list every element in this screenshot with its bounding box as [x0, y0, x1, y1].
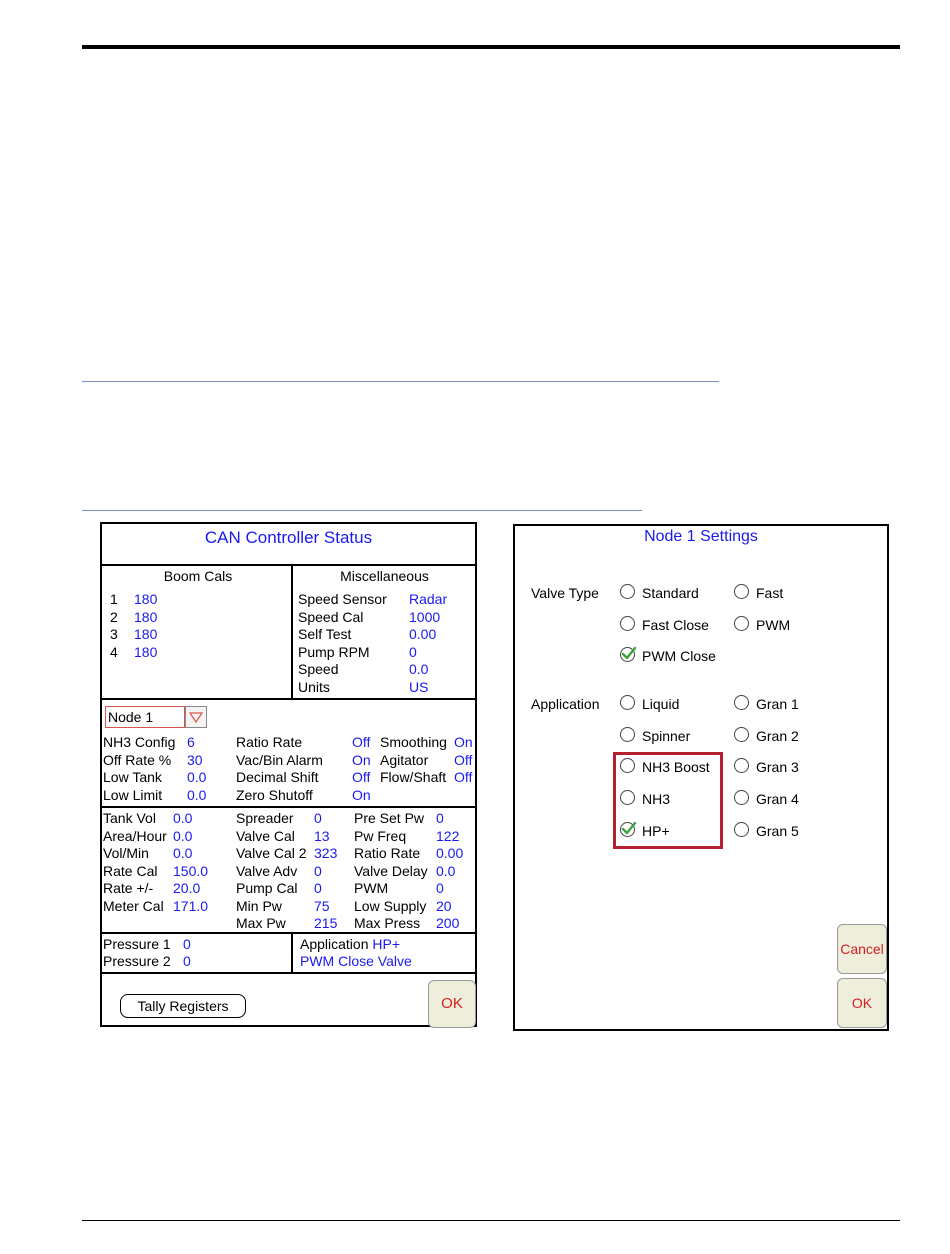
calibration-row: [354, 810, 444, 827]
misc-row: [298, 643, 417, 661]
radio-label: Gran 2: [756, 727, 799, 744]
node-dropdown-value: Node 1: [105, 706, 185, 728]
node-config-row-label: Low Limit: [103, 786, 163, 803]
radio-label: Gran 5: [756, 822, 799, 839]
radio-unchecked-icon[interactable]: [734, 727, 749, 742]
valve-type-value: PWM Close Valve: [300, 953, 412, 969]
calibration-row-value: 75: [314, 897, 330, 914]
misc-row: [298, 626, 437, 643]
radio-gran-3[interactable]: [734, 758, 799, 776]
calibration-row-label: Max Pw: [236, 915, 286, 931]
radio-gran-2[interactable]: [734, 727, 799, 745]
calibration-row-value: 150.0: [173, 862, 209, 879]
misc-header: Miscellaneous: [340, 568, 429, 584]
radio-label: Gran 4: [756, 791, 799, 808]
calibration-row-value: 20.0: [173, 880, 201, 896]
node-config-row-label: NH3 Config: [103, 734, 176, 750]
divider: [291, 932, 293, 972]
pressure-row-label: Pressure 1: [103, 936, 171, 952]
divider: [102, 806, 475, 808]
radio-standard[interactable]: [620, 584, 699, 602]
highlight-box: [613, 752, 723, 849]
node-config-row: [236, 751, 371, 769]
radio-label: Liquid: [642, 696, 680, 712]
radio-label: PWM Close: [642, 648, 716, 664]
calibration-row: [354, 862, 456, 880]
valve-type-label: Valve Type: [531, 585, 599, 601]
node-config-row-value: On: [454, 734, 473, 750]
node-config-row: [236, 734, 371, 751]
calibration-row: [236, 827, 330, 845]
boom-cal-row-value: 180: [134, 643, 158, 660]
node-config-row-value: Off: [454, 751, 473, 768]
pressure-row-value: 0: [183, 936, 191, 952]
calibration-row-label: Valve Cal 2: [236, 845, 307, 861]
calibration-row-label: Min Pw: [236, 897, 282, 914]
node-config-row-label: Ratio Rate: [236, 734, 303, 750]
calibration-row-value: 122: [436, 827, 460, 844]
application-label: Application: [300, 936, 369, 952]
pressure-row: [103, 936, 191, 953]
calibration-row-label: Spreader: [236, 810, 294, 826]
node-config-row: [103, 751, 203, 769]
radio-unchecked-icon[interactable]: [620, 695, 635, 710]
boom-cal-row-label: 1: [110, 591, 118, 607]
window-title: Node 1 Settings: [644, 528, 758, 545]
calibration-row: [354, 845, 464, 862]
calibration-row-value: 0.00: [436, 845, 464, 861]
calibration-row: [236, 897, 330, 915]
calibration-row-value: 0.0: [173, 810, 193, 826]
node-config-row-value: Off: [454, 769, 473, 785]
node-config-row: [380, 734, 473, 751]
radio-label: NH3: [642, 791, 671, 808]
pressure-row-value: 0: [183, 953, 191, 969]
misc-row-value: 0.00: [409, 626, 437, 642]
node-config-row-label: Agitator: [380, 751, 429, 768]
calibration-row-value: 200: [436, 915, 460, 931]
calibration-row-value: 171.0: [173, 897, 209, 914]
calibration-row-value: 0: [314, 810, 322, 826]
radio-unchecked-icon[interactable]: [620, 584, 635, 599]
calibration-row-label: Pump Cal: [236, 880, 298, 896]
calibration-row-label: Rate +/-: [103, 880, 154, 896]
calibration-row: [354, 897, 452, 915]
calibration-row-value: 0.0: [173, 827, 193, 844]
calibration-row-value: 0: [436, 810, 444, 826]
misc-row: [298, 591, 448, 608]
calibration-row-label: Ratio Rate: [354, 845, 421, 861]
divider: [291, 564, 293, 698]
misc-row-label: Speed Sensor: [298, 591, 387, 607]
node-config-row-value: On: [352, 751, 371, 768]
calibration-row: [236, 862, 322, 880]
calibration-row-value: 0: [436, 880, 444, 896]
pressure-row-label: Pressure 2: [103, 953, 171, 969]
calibration-row-value: 323: [314, 845, 338, 861]
node-config-row-value: On: [352, 786, 371, 803]
ok-button[interactable]: OK: [428, 980, 476, 1028]
node-dropdown[interactable]: [105, 706, 207, 728]
footer-rule: [82, 1220, 900, 1221]
radio-checked-icon[interactable]: [620, 647, 635, 662]
node-config-row-label: Off Rate %: [103, 751, 172, 768]
calibration-row-value: 13: [314, 827, 330, 844]
application-row: [300, 936, 400, 953]
calibration-row-label: Vol/Min: [103, 845, 149, 861]
calibration-row: [236, 810, 322, 827]
radio-unchecked-icon[interactable]: [734, 584, 749, 599]
misc-row: [298, 661, 429, 678]
divider: [102, 698, 475, 700]
misc-row-value: 0: [409, 643, 417, 660]
radio-gran-4[interactable]: [734, 790, 799, 808]
radio-unchecked-icon[interactable]: [734, 822, 749, 837]
radio-fast-close[interactable]: [620, 616, 709, 634]
calibration-row: [354, 827, 460, 845]
node-config-row-label: Vac/Bin Alarm: [236, 751, 323, 768]
radio-label: Fast: [756, 585, 784, 601]
calibration-row-label: Meter Cal: [103, 897, 164, 914]
calibration-row-value: 0: [314, 880, 322, 896]
boom-cal-row: [110, 626, 158, 643]
node-config-row-value: 6: [187, 734, 195, 750]
boom-cal-row-label: 4: [110, 643, 118, 660]
divider: [102, 932, 475, 934]
calibration-row: [236, 915, 338, 932]
calibration-row-label: Valve Cal: [236, 827, 295, 844]
calibration-row-label: Tank Vol: [103, 810, 156, 826]
node-config-row-label: Flow/Shaft: [380, 769, 447, 785]
radio-gran-5[interactable]: [734, 822, 799, 840]
boom-cal-row: [110, 643, 158, 661]
calibration-row-label: PWM: [354, 880, 389, 896]
calibration-row: [103, 880, 201, 897]
radio-unchecked-icon[interactable]: [734, 695, 749, 710]
calibration-row: [103, 845, 193, 862]
can-controller-status-window: [100, 522, 477, 1027]
misc-row-label: Units: [298, 678, 330, 695]
node-settings-window: [513, 524, 889, 1031]
radio-label: PWM: [756, 617, 791, 633]
boom-cals-header: Boom Cals: [163, 568, 233, 584]
calibration-row-label: Rate Cal: [103, 862, 158, 879]
calibration-row-value: 0: [314, 862, 322, 879]
misc-row-value: US: [409, 678, 429, 695]
misc-row: [298, 608, 441, 626]
calibration-row-label: Pw Freq: [354, 827, 407, 844]
calibration-row: [103, 862, 209, 880]
calibration-row-label: Area/Hour: [103, 827, 167, 844]
radio-fast[interactable]: [734, 584, 783, 602]
misc-row-label: Speed Cal: [298, 608, 364, 625]
radio-label: NH3 Boost: [642, 759, 710, 776]
radio-gran-1[interactable]: [734, 695, 799, 713]
node-config-row-label: Low Tank: [103, 769, 162, 785]
node-config-row: [103, 786, 207, 804]
misc-row-label: Self Test: [298, 626, 352, 642]
radio-label: Standard: [642, 585, 699, 601]
radio-label: Gran 1: [756, 696, 799, 712]
tally-registers-button[interactable]: Tally Registers: [120, 994, 246, 1018]
calibration-row: [354, 915, 460, 932]
calibration-row: [236, 845, 338, 862]
boom-cal-row-label: 2: [110, 608, 118, 625]
window-title: CAN Controller Status: [204, 528, 373, 547]
node-config-row-value: 0.0: [187, 786, 207, 803]
radio-spinner[interactable]: [620, 727, 690, 745]
radio-label: HP+: [642, 822, 670, 839]
chevron-down-icon[interactable]: [185, 706, 207, 728]
radio-pwm-close[interactable]: [620, 647, 716, 665]
divider: [102, 972, 475, 974]
radio-unchecked-icon[interactable]: [620, 616, 635, 631]
node-config-row-label: Decimal Shift: [236, 769, 319, 785]
header-rule: [82, 45, 900, 49]
boom-cal-row: [110, 608, 158, 626]
separator-line: [82, 381, 719, 382]
node-config-row-label: Smoothing: [380, 734, 447, 750]
application-label: Application: [531, 696, 600, 712]
boom-cal-row: [110, 591, 158, 608]
calibration-row-value: 20: [436, 897, 452, 914]
node-config-row-value: Off: [352, 734, 371, 750]
radio-unchecked-icon[interactable]: [734, 790, 749, 805]
misc-row-value: Radar: [409, 591, 448, 607]
calibration-row-label: Pre Set Pw: [354, 810, 425, 826]
radio-liquid[interactable]: [620, 695, 679, 713]
calibration-row: [354, 880, 444, 897]
boom-cal-row-value: 180: [134, 591, 158, 607]
cancel-button[interactable]: Cancel: [837, 924, 887, 974]
calibration-row-value: 0.0: [173, 845, 193, 861]
radio-label: Fast Close: [642, 617, 709, 633]
misc-row-value: 1000: [409, 608, 441, 625]
misc-row-label: Speed: [298, 661, 339, 677]
boom-cal-row-label: 3: [110, 626, 118, 642]
calibration-row-label: Max Press: [354, 915, 421, 931]
calibration-row-value: 215: [314, 915, 338, 931]
calibration-row: [103, 827, 193, 845]
node-config-row-label: Zero Shutoff: [236, 786, 313, 803]
calibration-row: [103, 810, 193, 827]
radio-unchecked-icon[interactable]: [734, 758, 749, 773]
application-value: HP+: [372, 936, 401, 952]
divider: [102, 564, 475, 566]
node-config-row: [380, 769, 473, 786]
node-config-row: [380, 751, 473, 769]
calibration-row-value: 0.0: [436, 862, 456, 879]
calibration-row: [236, 880, 322, 897]
calibration-row-label: Low Supply: [354, 897, 427, 914]
radio-label: Spinner: [642, 727, 691, 744]
calibration-row-label: Valve Delay: [354, 862, 428, 879]
radio-unchecked-icon[interactable]: [734, 616, 749, 631]
misc-row-value: 0.0: [409, 661, 429, 677]
radio-pwm[interactable]: [734, 616, 790, 634]
calibration-row-label: Valve Adv: [236, 862, 298, 879]
misc-row: [298, 678, 429, 696]
pressure-row: [103, 953, 191, 970]
node-config-row-value: Off: [352, 769, 371, 785]
node-config-row-value: 0.0: [187, 769, 207, 785]
radio-label: Gran 3: [756, 759, 799, 776]
node-config-row: [103, 734, 195, 751]
node-config-row-value: 30: [187, 751, 203, 768]
boom-cal-row-value: 180: [134, 608, 158, 625]
misc-row-label: Pump RPM: [298, 643, 370, 660]
calibration-row: [103, 897, 209, 915]
boom-cal-row-value: 180: [134, 626, 158, 642]
node-config-row: [236, 769, 371, 786]
node-config-row: [236, 786, 371, 804]
radio-unchecked-icon[interactable]: [620, 727, 635, 742]
node-config-row: [103, 769, 207, 786]
ok-button[interactable]: OK: [837, 978, 887, 1028]
separator-line: [82, 510, 642, 511]
